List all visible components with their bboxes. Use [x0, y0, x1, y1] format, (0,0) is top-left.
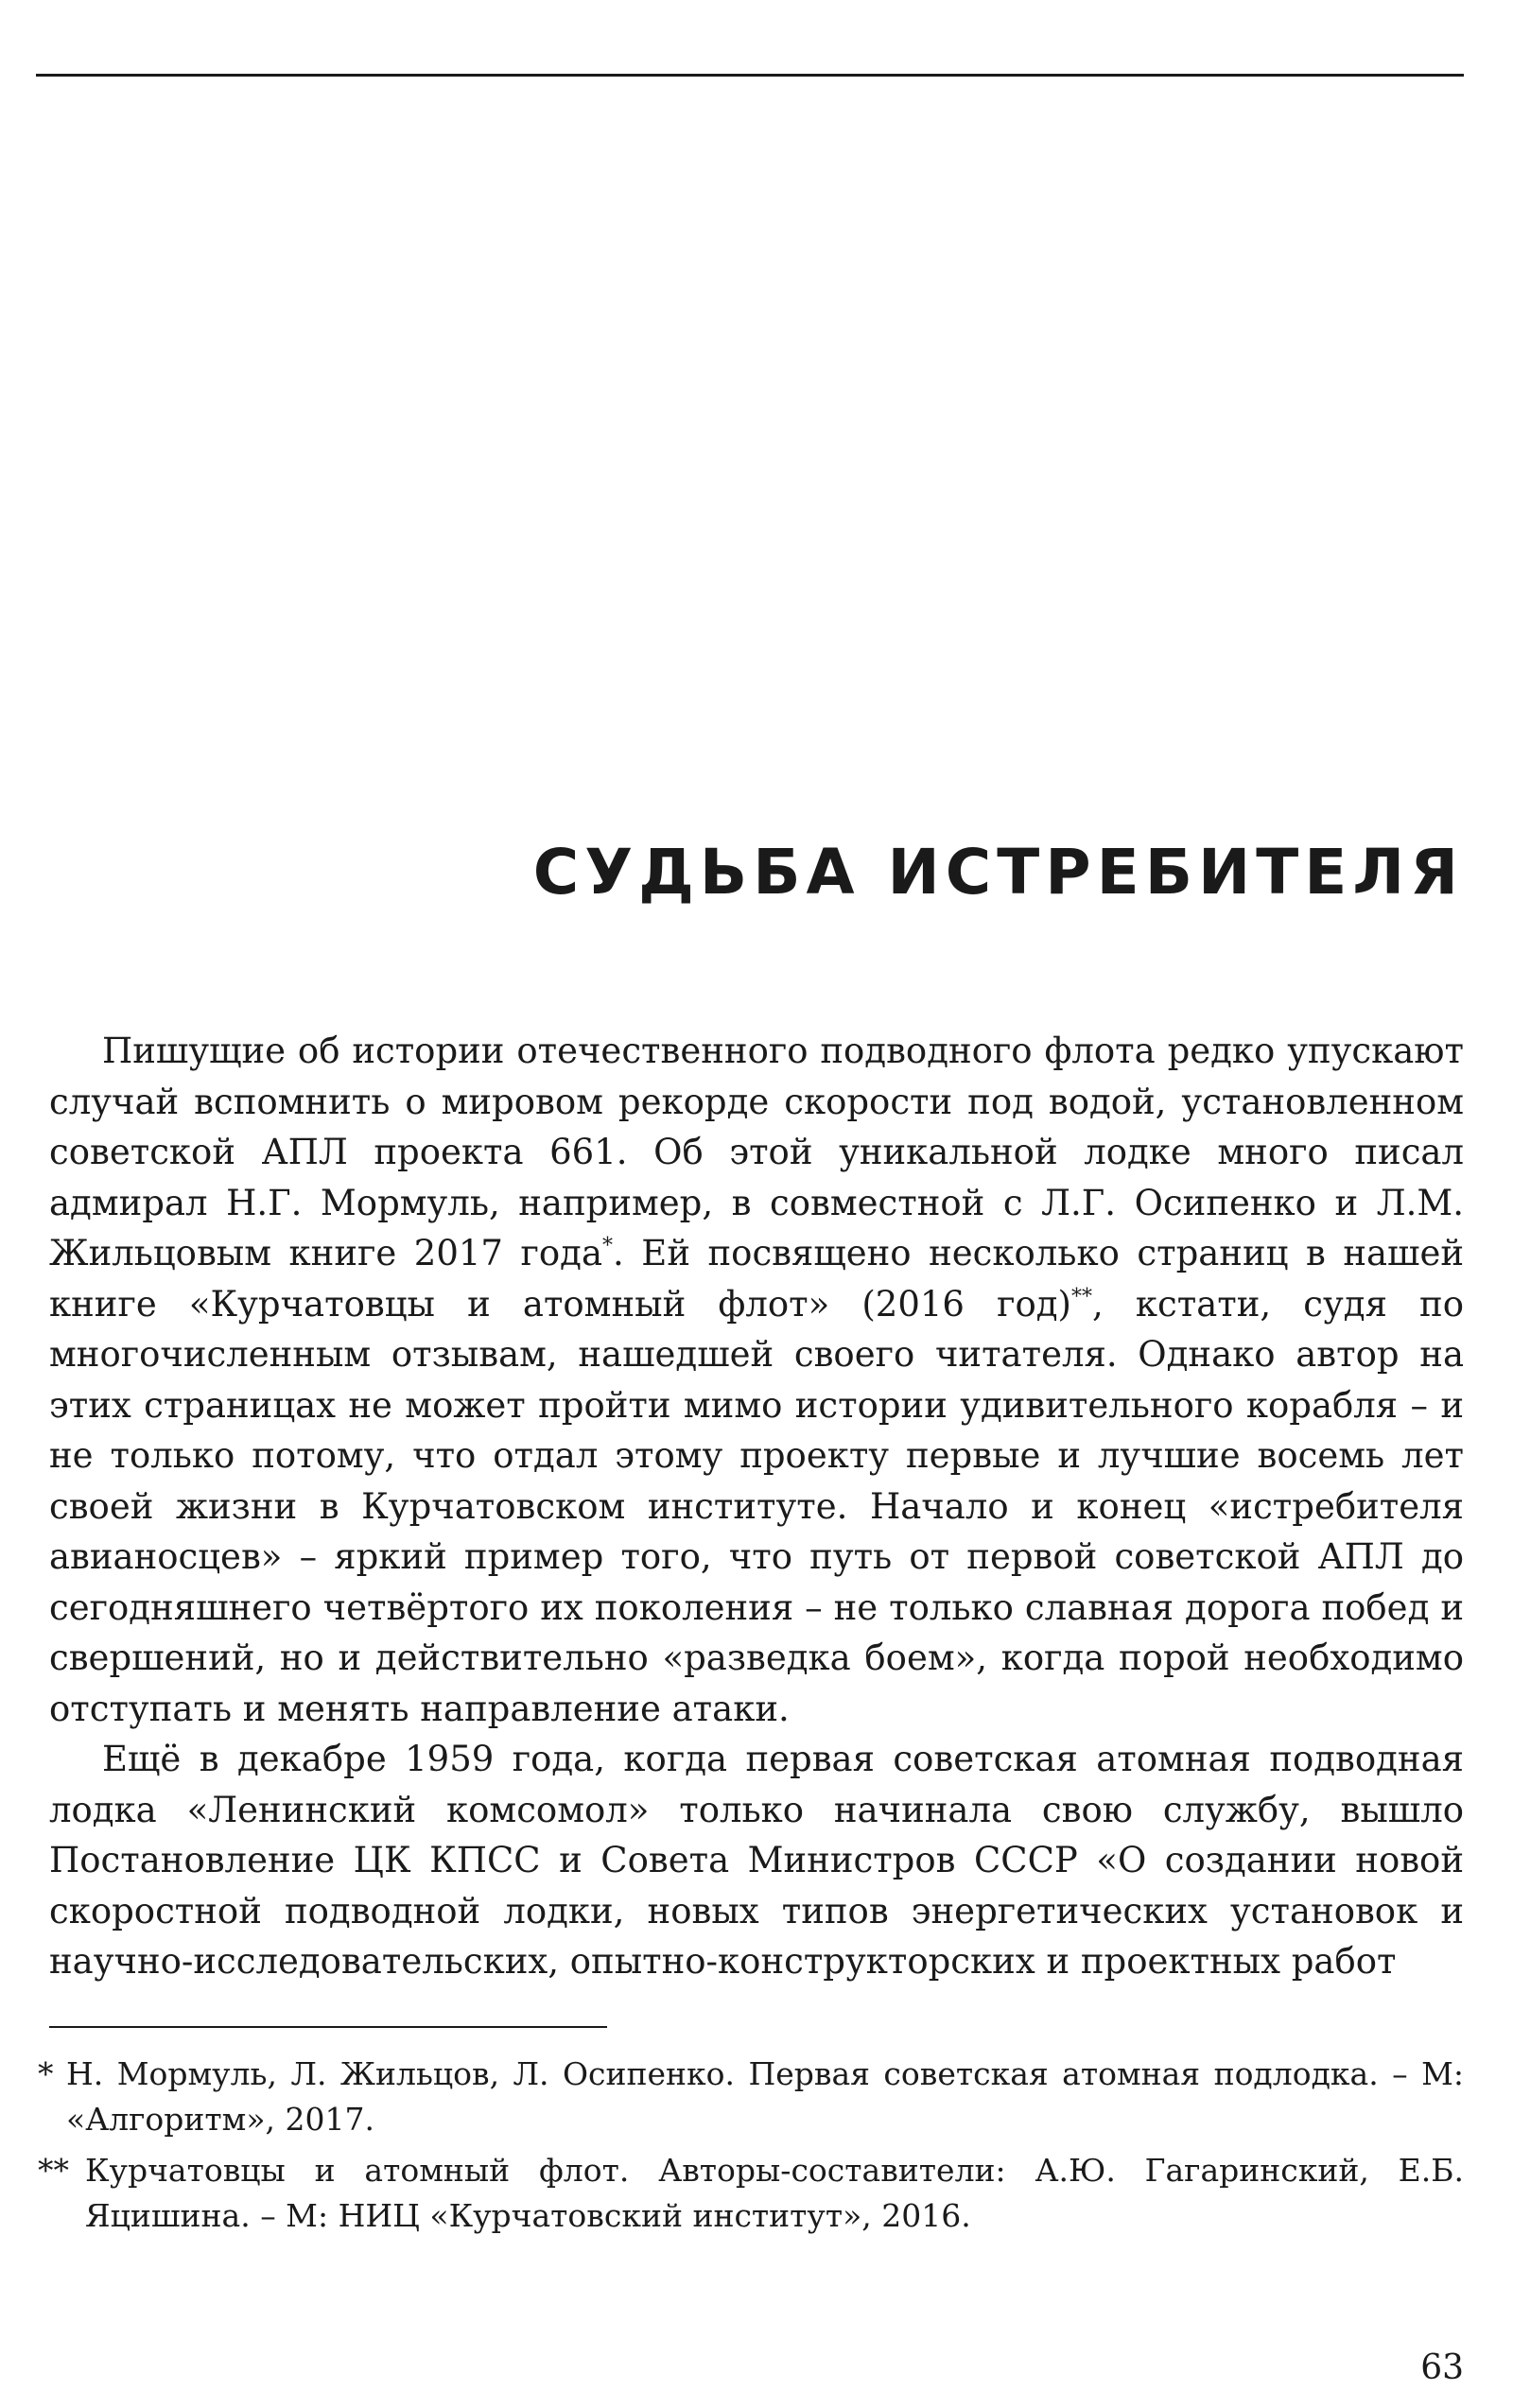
paragraph-1 [49, 1026, 1464, 1734]
chapter-title: СУДЬБА ИСТРЕБИТЕЛЯ [532, 836, 1464, 909]
header-rule [36, 74, 1464, 77]
footnote-2-text: Курчатовцы и атомный флот. Авторы-составители: А.Ю. Гагаринский, Е.Б. Яцишина. – М: НИЦ «Курчатовский институт», 2016. [85, 2152, 1464, 2234]
footnote-ref-2: ** [1070, 1285, 1092, 1309]
footnote-separator [49, 2026, 607, 2028]
footnotes [38, 2052, 1464, 2244]
footnote-2 [38, 2148, 1464, 2239]
page-number: 63 [1420, 2348, 1464, 2387]
paragraph-1-part-3: , кстати, судя по многочисленным отзывам, нашедшей своего читателя. Однако автор на этих страницах не может пройти мимо истории удивительного корабля – и не только потому, что отдал этому проекту первые и лучшие восемь лет своей жизни в Курчатовском институте. Начало и конец «истребителя авианосцев» – яркий пример того, что путь от первой советской АПЛ до сегодняшнего четвёртого их поколения – не только славная дорога побед и свершений, но и действительно «разведка боем», когда порой необходимо отступать и менять направление атаки. [49, 1283, 1464, 1729]
footnote-1-marker: * [38, 2055, 54, 2092]
paragraph-1-part-1: Пишущие об истории отечественного подводного флота редко упускают случай вспомнить о мировом рекорде скорости под водой, установленном советской АПЛ проекта 661. Об этой уникальной лодке много писал адмирал Н.Г. Мормуль, например, в совместной с Л.Г. Осипенко и Л.М. Жильцовым книге 2017 года [49, 1031, 1464, 1273]
footnote-1 [38, 2052, 1464, 2142]
footnote-1-text: Н. Мормуль, Л. Жильцов, Л. Осипенко. Первая советская атомная подлодка. – М: «Алгоритм», 2017. [66, 2055, 1464, 2138]
paragraph-2: Ещё в декабре 1959 года, когда первая советская атомная подводная лодка «Ленинский комсомол» только начинала свою службу, вышло Постановление ЦК КПСС и Совета Министров СССР «О создании новой скоростной подводной лодки, новых типов энергетических установок и научно-исследовательских, опытно-конструкторских и проектных работ [49, 1739, 1464, 1982]
paragraph-1-part-2: . Ей посвящено несколько страниц в нашей книге «Курчатовцы и атомный флот» (2016 год) [49, 1233, 1464, 1325]
body-text [49, 1026, 1464, 1987]
footnote-ref-1: * [602, 1234, 614, 1258]
footnote-2-marker: ** [38, 2152, 69, 2189]
